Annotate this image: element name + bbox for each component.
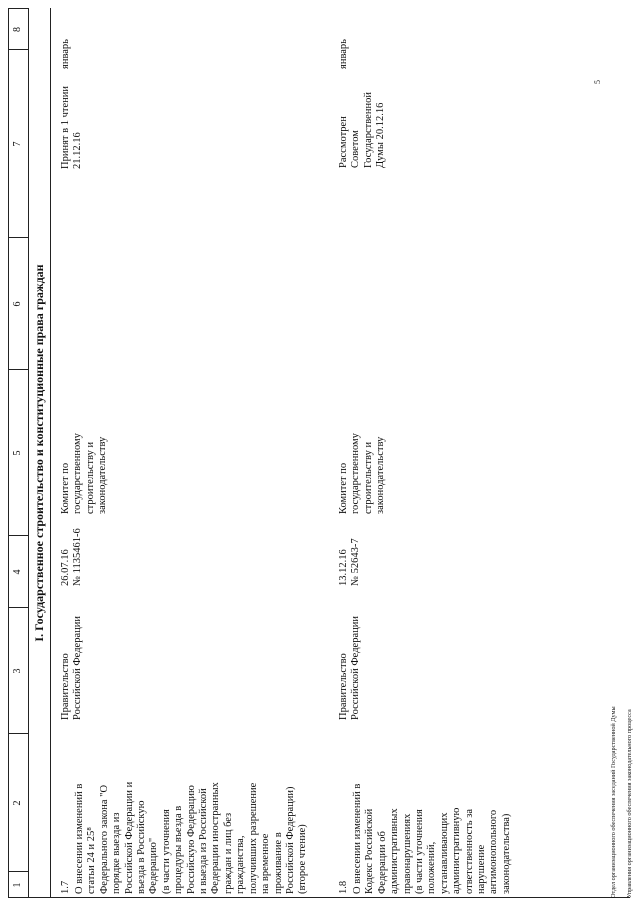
section-row-border xyxy=(50,8,51,898)
row-1-month: январь xyxy=(60,39,71,69)
column-number-7: 7 xyxy=(12,141,23,147)
col-border-0 xyxy=(8,897,630,898)
column-number-8: 8 xyxy=(12,27,23,32)
column-number-6: 6 xyxy=(12,301,23,307)
row-2-committee: Комитет по государственному строительству и законодательству xyxy=(338,433,387,514)
footer-department xyxy=(602,706,634,898)
section-title: I. Государственное строительство и конституционные права граждан xyxy=(32,264,46,642)
row-1-committee: Комитет по государственному строительству и законодательству xyxy=(60,433,109,514)
row-2-status: Рассмотрен Советом Государственной Думы 20.12.16 xyxy=(338,92,387,168)
row-2-number: 1.8 xyxy=(338,880,349,894)
column-number-1: 1 xyxy=(12,882,23,888)
row-1-registration: 26.07.16 № 1135461-6 xyxy=(60,528,84,586)
row-2-month: январь xyxy=(338,39,349,69)
row-1-initiator: Правительство Российской Федерации xyxy=(60,616,84,720)
document-page xyxy=(8,8,633,898)
row-1-number: 1.7 xyxy=(60,880,71,894)
column-number-2: 2 xyxy=(12,800,23,806)
footer-line-1: Отдел организационного обеспечения заседаний Государственной Думы xyxy=(610,706,617,898)
row-2-initiator: Правительство Российской Федерации xyxy=(338,616,362,720)
column-number-4: 4 xyxy=(12,569,23,575)
row-2-bill-title: О внесении изменений в Кодекс Российской Федерации об административных правонарушениях (в части уточнения положений, устанавливающих административную ответственность за нарушение антимонопольного законодательства) xyxy=(352,783,512,894)
footer-line-2: Управления организационного обеспечения законодательного процесса xyxy=(626,709,633,898)
row-1-bill-title: О внесении изменений в статьи 24 и 25⁸ Федерального закона "О порядке выезда из Российской Федерации и въезда в Российскую Федерацию" (в части уточнения процедуры въезда в Российскую Федерацию и выезда из Российской Федерации иностранных граждан и лиц без гражданства, получивших разрешение на временное проживание в Российской Федерации) (второе чтение) xyxy=(74,781,309,894)
page-number: 5 xyxy=(593,80,602,84)
row-1-status: Принят в 1 чтении 21.12.16 xyxy=(60,86,84,169)
column-number-5: 5 xyxy=(12,450,23,456)
row-2-registration: 13.12.16 № 52643-7 xyxy=(338,538,362,586)
column-number-3: 3 xyxy=(12,668,23,674)
